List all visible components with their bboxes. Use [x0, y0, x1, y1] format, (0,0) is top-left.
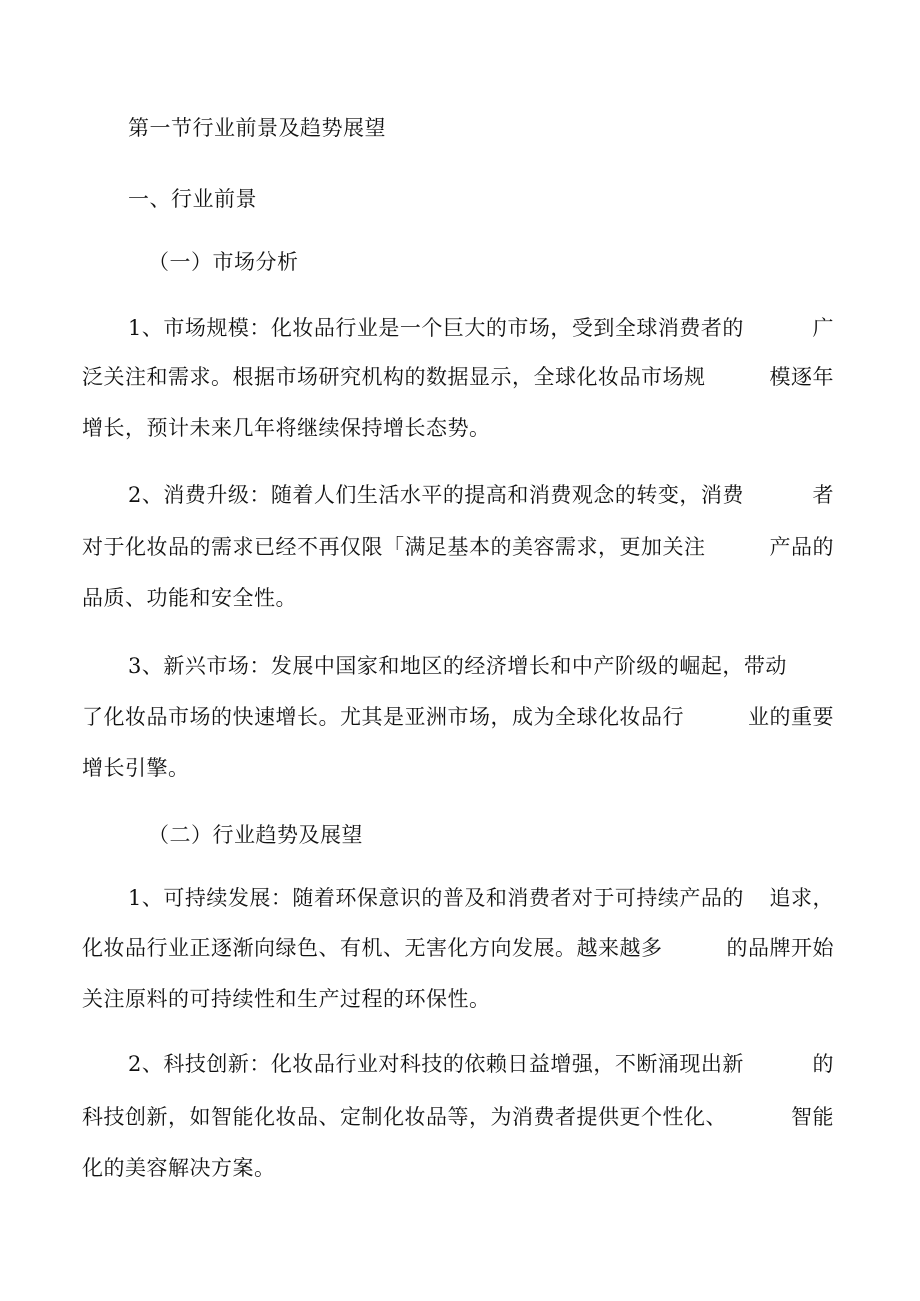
paragraph-sustainability-line-3: 关注原料的可持续性和生产过程的环保性。 [82, 987, 491, 1011]
paragraph-market-scale-line-3: 增长，预计未来几年将继续保持增长态势。 [82, 416, 491, 440]
paragraph-tech-innovation-line-2: 科技创新，如智能化妆品、定制化妆品等，为消费者提供更个性化、 智能 [82, 1105, 834, 1129]
paragraph-consumption-upgrade-line-1: 2、消费升级：随着人们生活水平的提高和消费观念的转变，消费 者 [128, 483, 834, 507]
paragraph-consumption-upgrade-line-3: 品质、功能和安全性。 [82, 586, 297, 610]
paragraph-sustainability-line-2: 化妆品行业正逐渐向绿色、有机、无害化方向发展。越来越多 的品牌开始 [82, 936, 834, 960]
paragraph-market-scale-line-1: 1、市场规模：化妆品行业是一个巨大的市场，受到全球消费者的 广 [128, 316, 834, 340]
paragraph-sustainability-line-1: 1、可持续发展：随着环保意识的普及和消费者对于可持续产品的 追求， [128, 886, 834, 910]
subheading-trends-outlook: （二）行业趋势及展望 [148, 823, 363, 847]
subheading-market-analysis: （一）市场分析 [148, 250, 299, 274]
paragraph-emerging-markets-line-1: 3、新兴市场：发展中国家和地区的经济增长和中产阶级的崛起，带动 [128, 654, 787, 678]
paragraph-emerging-markets-line-2: 了化妆品市场的快速增长。尤其是亚洲市场，成为全球化妆品行 业的重要 [82, 705, 834, 729]
paragraph-market-scale-line-2: 泛关注和需求。根据市场研究机构的数据显示，全球化妆品市场规 模逐年 [82, 365, 834, 389]
section-title: 第一节行业前景及趋势展望 [128, 116, 386, 140]
paragraph-consumption-upgrade-line-2: 对于化妆品的需求已经不再仅限「满足基本的美容需求，更加关注 产品的 [82, 535, 834, 559]
paragraph-tech-innovation-line-3: 化的美容解决方案。 [82, 1156, 276, 1180]
heading-industry-outlook: 一、行业前景 [128, 187, 257, 211]
paragraph-tech-innovation-line-1: 2、科技创新：化妆品行业对科技的依赖日益增强，不断涌现出新 的 [128, 1052, 834, 1076]
paragraph-emerging-markets-line-3: 增长引擎。 [82, 756, 190, 780]
